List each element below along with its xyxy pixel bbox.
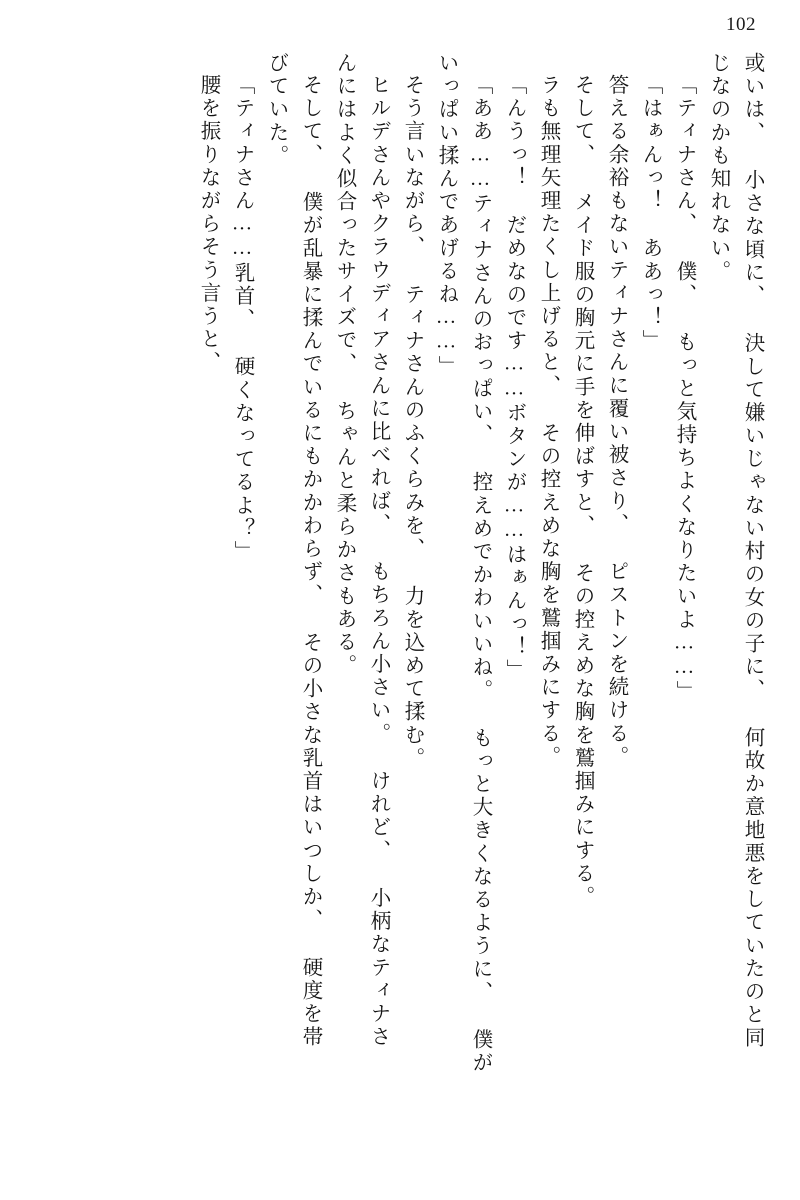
text-line: そして、 メイド服の胸元に手を伸ばすと、 その控えめな胸を鷲掴みにする。 [571, 74, 593, 909]
text-line: じなのかも知れない。 [707, 52, 729, 283]
text-line: そう言いながら、 ティナさんのふくらみを、 力を込めて揉む。 [401, 74, 423, 770]
vertical-body-text [48, 52, 762, 1182]
text-line: ラも無理矢理たくし上げると、 その控えめな胸を鷲掴みにする。 [537, 74, 559, 769]
text-line: いっぱい揉んであげるね……」 [435, 52, 457, 379]
text-line: びていた。 [265, 52, 287, 168]
text-line: そして、 僕が乱暴に揉んでいるにもかかわらず、 その小さな乳首はいつしか、 硬度を帯 [299, 74, 321, 1049]
text-line: 答える余裕もないティナさんに覆い被さり、 ピストンを続ける。 [605, 74, 627, 769]
text-line: ヒルデさんやクラウディアさんに比べれば、 もちろん小さい。 けれど、 小柄なティナさ [367, 74, 389, 1049]
text-line: 或いは、 小さな頃に、 決して嫌いじゃない村の女の子に、 何故か意地悪をしていたのと同 [741, 52, 763, 1050]
text-line: んにはよく似合ったサイズで、 ちゃんと柔らかさもある。 [333, 52, 355, 678]
text-line: 「ティナさん……乳首、 硬くなってるよ？」 [231, 74, 253, 564]
text-line: 「ティナさん、 僕、 もっと気持ちよくなりたいよ……」 [673, 74, 695, 704]
text-line: 腰を振りながらそう言うと、 [197, 74, 219, 375]
text-line: 「ああ……ティナさんのおっぱい、 控えめでかわいいね。 もっと大きくなるように、 僕が [469, 74, 491, 1075]
text-line: 「んうっ！ だめなのです……ボタンが……はぁんっ！」 [503, 74, 525, 683]
page-number: 102 [726, 14, 756, 35]
text-line: 「はぁんっ！ ああっ！」 [639, 74, 661, 353]
